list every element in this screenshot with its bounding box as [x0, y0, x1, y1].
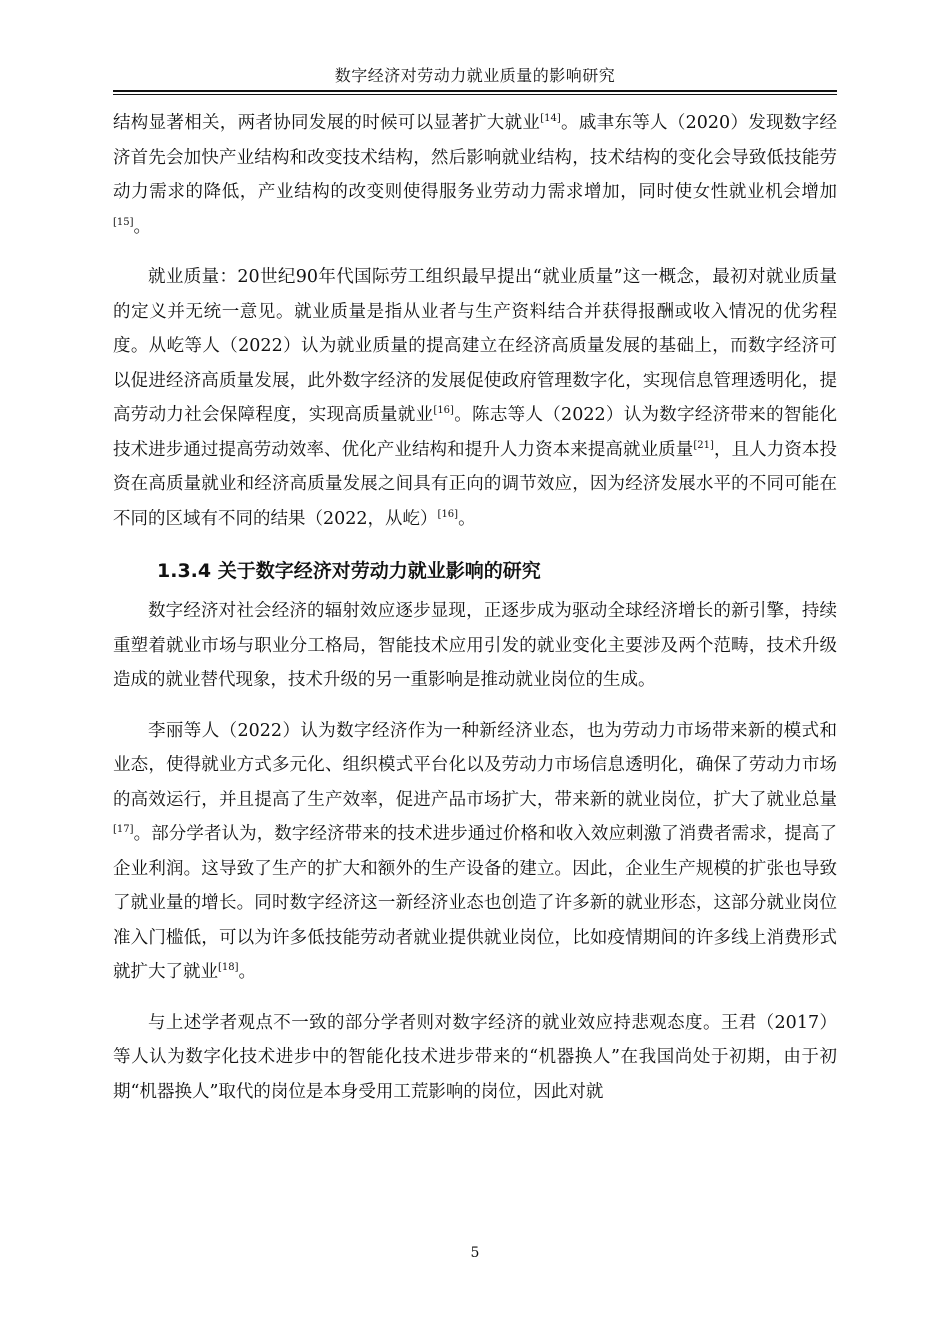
citation: [16] [437, 508, 459, 520]
running-header: 数字经济对劳动力就业质量的影响研究 [334, 66, 616, 85]
citation: [15] [113, 216, 134, 228]
paragraph-radiation-effect [113, 594, 837, 698]
text-run: 。 [238, 962, 257, 982]
citation: [18] [218, 962, 239, 973]
text-run: 李丽等人（2022）认为数字经济作为一种新经济业态，也为劳动力市场带来新的模式和业态，使得就业方式多元化、组织模式平台化以及劳动力市场信息透明化，确保了劳动力市场的高效运行，并且提高了生产效率，促进产品市场扩大，带来新的就业岗位，扩大了就业总量 [113, 720, 837, 810]
section-heading: 1.3.4 关于数字经济对劳动力就业影响的研究 [157, 560, 541, 582]
text-run: 。 [458, 508, 476, 529]
main-body [113, 106, 837, 1109]
citation: [21] [693, 439, 714, 451]
text-run: 。陈志等人（2022）认为数字经济带来的智能化技术进步通过提高劳动效率、优化产业结构和提升人力资本来提高就业质量 [113, 405, 837, 460]
text-run: 。 [133, 216, 152, 237]
header-rule-thin [113, 94, 837, 95]
page-number: 5 [470, 1245, 480, 1261]
text-run: ，且人力资本投资在高质量就业和经济高质量发展之间具有正向的调节效应，因为经济发展水平的不同可能在不同的区域有不同的结果（2022，从屹） [113, 439, 837, 529]
text-run: 数字经济对社会经济的辐射效应逐步显现，正逐步成为驱动全球经济增长的新引擎，持续重塑着就业市场与职业分工格局，智能技术应用引发的就业变化主要涉及两个范畴，技术升级造成的就业替代现象，技术升级的另一重影响是推动就业岗位的生成。 [113, 601, 837, 690]
paragraph-continued [113, 106, 837, 244]
header-rule-thick [113, 90, 837, 92]
text-run: 结构显著相关，两者协同发展的时候可以显著扩大就业 [113, 113, 541, 133]
text-run: 。部分学者认为，数字经济带来的技术进步通过价格和收入效应刺激了消费者需求，提高了企业利润。这导致了生产的扩大和额外的生产设备的建立。因此，企业生产规模的扩张也导致了就业量的增长。同时数字经济这一新经济业态也创造了许多新的就业形态，这部分就业岗位准入门槛低，可以为许多低技能劳动者就业提供就业岗位，比如疫情期间的许多线上消费形式就扩大了就业 [113, 824, 837, 982]
text-run: 与上述学者观点不一致的部分学者则对数字经济的就业效应持悲观态度。王君（2017）等人认为数字化技术进步中的智能化技术进步带来的“机器换人”在我国尚处于初期，由于初期“机器换人”取代的岗位是本身受用工荒影响的岗位，因此对就 [113, 1012, 837, 1102]
text-run: 。戚聿东等人（2020）发现数字经济首先会加快产业结构和改变技术结构，然后影响就业结构，技术结构的变化会导致低技能劳动力需求的降低，产业结构的改变则使得服务业劳动力需求增加，同时使女性就业机会增加 [113, 113, 837, 202]
citation: [16] [433, 405, 454, 416]
paragraph-lili [113, 714, 837, 990]
text-run: 就业质量：20世纪90年代国际劳工组织最早提出“就业质量”这一概念，最初对就业质量的定义并无统一意见。就业质量是指从业者与生产资料结合并获得报酬或收入情况的优劣程度。从屹等人（2022）认为就业质量的提高建立在经济高质量发展的基础上，而数字经济可以促进经济高质量发展，此外数字经济的发展促使政府管理数字化，实现信息管理透明化，提高劳动力社会保障程度，实现高质量就业 [113, 267, 837, 425]
paragraph-pessimistic [113, 1006, 837, 1110]
citation: [17] [113, 824, 134, 835]
citation: [14] [540, 113, 561, 124]
paragraph-employment-quality [113, 260, 837, 536]
